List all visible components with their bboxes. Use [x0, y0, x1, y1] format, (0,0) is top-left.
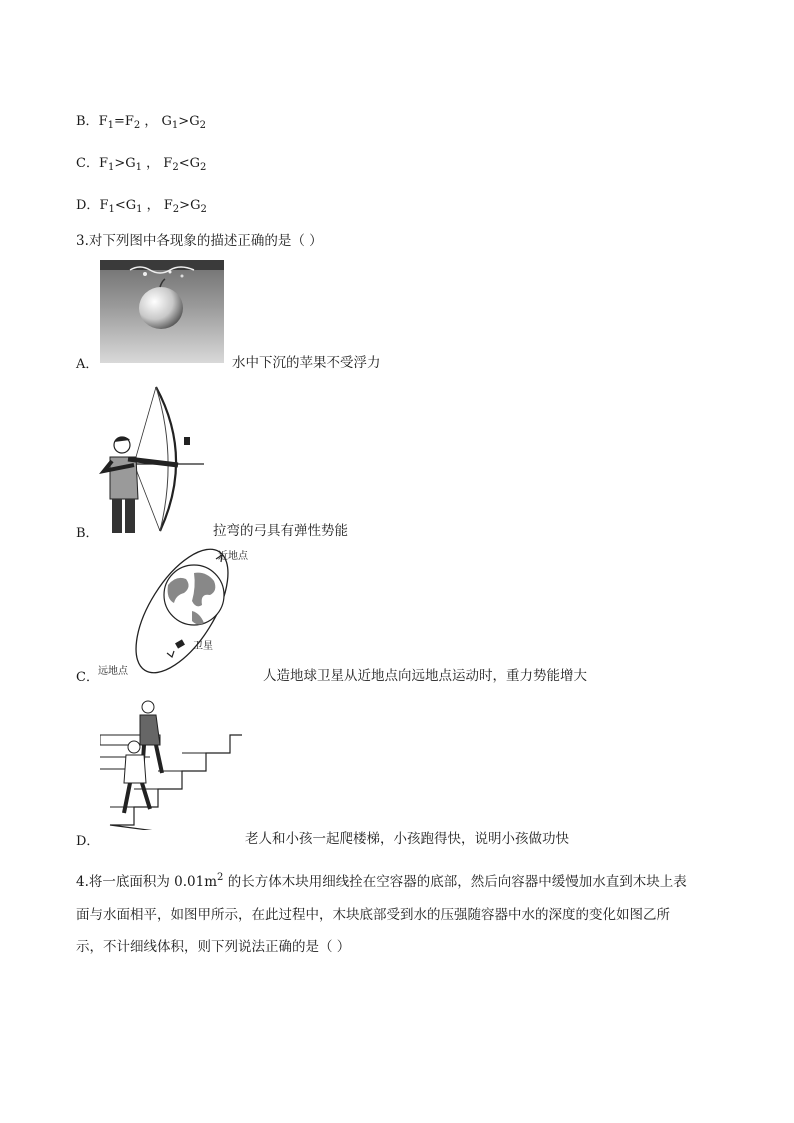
question-3-stem: 3.对下列图中各现象的描述正确的是（ ） — [76, 233, 323, 249]
subscript: 2 — [172, 162, 179, 173]
subscript: 2 — [200, 204, 207, 215]
formula-text: ， F — [142, 198, 173, 213]
formula-text: >G — [178, 114, 200, 129]
formula-text: ， F — [142, 156, 173, 171]
subscript: 2 — [133, 120, 141, 131]
option-b-letter: B． — [76, 526, 99, 541]
satellite-orbit-diagram — [96, 545, 262, 680]
option-d-letter: D． — [76, 834, 100, 849]
option-b-q2 — [76, 110, 206, 129]
subscript: 1 — [136, 204, 143, 215]
formula-text: >G — [114, 156, 136, 171]
option-letter: D． — [76, 198, 100, 213]
archer-drawing-bow-image — [98, 385, 208, 533]
question-4-line-2: 面与水面相平，如图甲所示，在此过程中，木块底部受到水的压强随容器中水的深度的变化如图乙所 — [76, 907, 670, 923]
far-point-label: 远地点 — [98, 666, 128, 677]
formula-text: F — [99, 198, 109, 213]
option-b-text: 拉弯的弓具有弹性势能 — [213, 523, 348, 539]
near-point-label: 近地点 — [218, 551, 248, 562]
satellite-label: 卫星 — [193, 641, 213, 652]
subscript: 1 — [107, 162, 115, 173]
formula-text: =F — [113, 114, 134, 129]
formula-text: ， G — [140, 114, 172, 129]
option-d-q2 — [76, 194, 207, 213]
formula-text: F — [98, 156, 108, 171]
subscript: 1 — [135, 162, 143, 173]
option-c-text: 人造地球卫星从近地点向远地点运动时，重力势能增大 — [263, 668, 587, 684]
option-a-text: 水中下沉的苹果不受浮力 — [232, 355, 381, 371]
option-c-letter: C． — [76, 670, 99, 685]
formula-text: <G — [178, 156, 200, 171]
option-letter: B． — [76, 114, 99, 129]
q4-line1-a: 4.将一底面积为 0.01m — [76, 874, 218, 890]
option-letter: C． — [76, 156, 99, 171]
option-d-text: 老人和小孩一起爬楼梯，小孩跑得快，说明小孩做功快 — [245, 831, 569, 847]
sinking-apple-image — [100, 260, 224, 363]
question-4-line-1 — [76, 870, 687, 890]
option-c-q2 — [76, 152, 206, 171]
subscript: 2 — [199, 120, 206, 131]
formula-text: >G — [179, 198, 201, 213]
formula-text: <G — [114, 198, 137, 213]
formula-text: F — [98, 114, 108, 129]
stair-climbing-image — [100, 695, 242, 830]
q4-line1-b: 的长方体木块用细线拴在空容器的底部，然后向容器中缓慢加水直到木块上表 — [223, 874, 687, 890]
subscript: 1 — [108, 204, 115, 215]
q4-line1-superscript: 2 — [217, 872, 224, 883]
subscript: 2 — [199, 162, 207, 173]
subscript: 1 — [107, 120, 114, 131]
subscript: 2 — [172, 204, 180, 215]
option-a-letter: A． — [76, 357, 99, 372]
question-4-line-3: 示，不计细线体积，则下列说法正确的是（ ） — [76, 939, 351, 955]
subscript: 1 — [171, 120, 179, 131]
